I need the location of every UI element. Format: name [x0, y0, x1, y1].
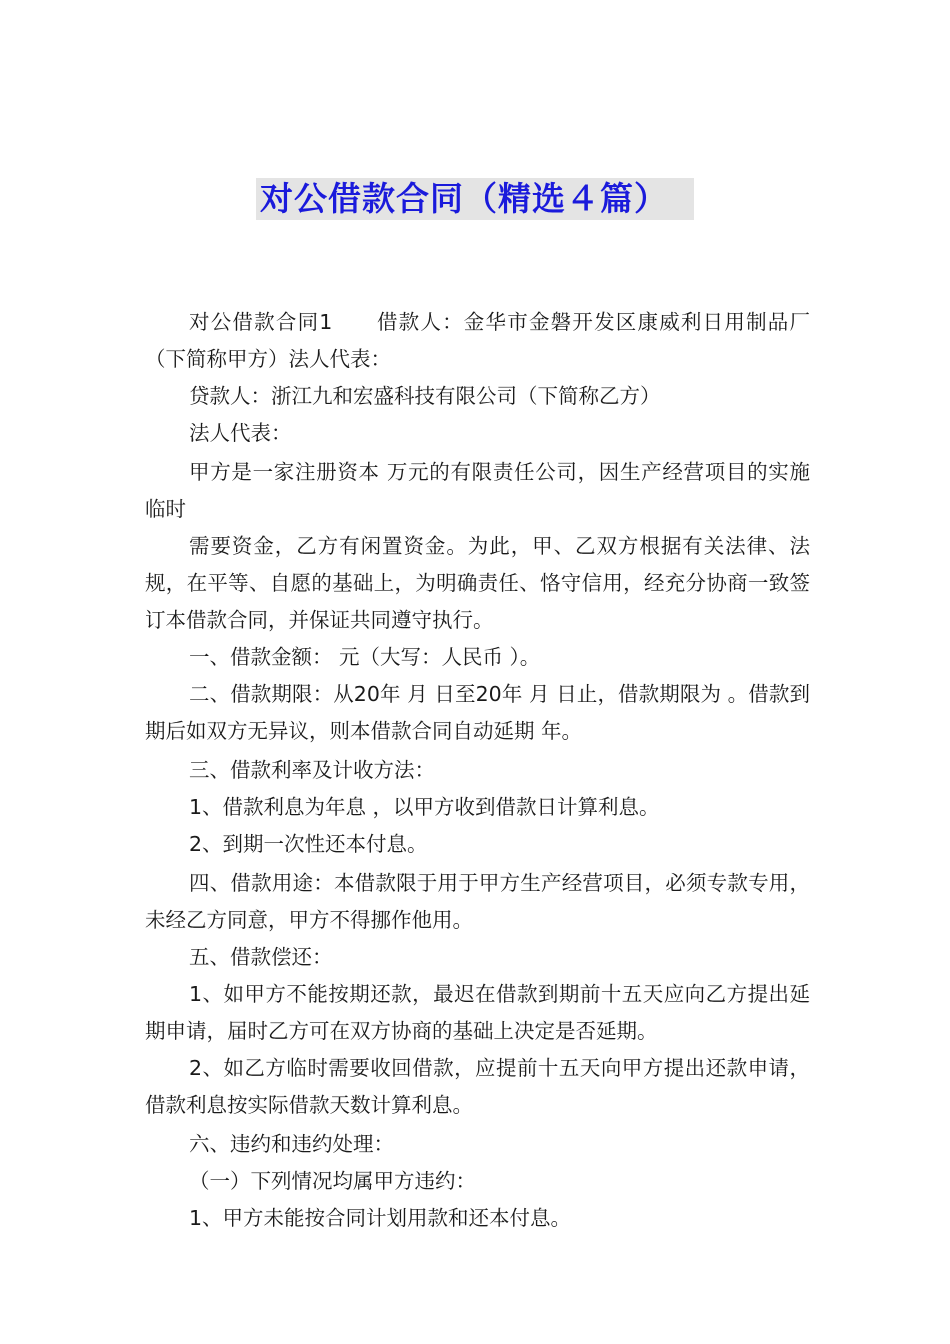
- paragraph: 一、借款金额： 元（大写：人民币 ）。: [189, 645, 541, 669]
- paragraph: 三、借款利率及计收方法：: [189, 758, 435, 782]
- paragraph: 法人代表：: [189, 421, 292, 445]
- paragraph: 1、如甲方不能按期还款，最迟在借款到期前十五天应向乙方提出延期申请，届时乙方可在双方协商的基础上决定是否延期。: [145, 982, 810, 1043]
- paragraph: 五、借款偿还：: [189, 945, 333, 969]
- paragraph: 甲方是一家注册资本 万元的有限责任公司，因生产经营项目的实施临时: [145, 460, 810, 521]
- title-container: [0, 178, 950, 220]
- paragraph: 二、借款期限：从20年 月 日至20年 月 日止，借款期限为 。借款到期后如双方无异议，则本借款合同自动延期 年。: [145, 682, 810, 743]
- document-title: 对公借款合同（精选４篇）: [256, 178, 694, 220]
- paragraph: 2、到期一次性还本付息。: [189, 832, 428, 856]
- paragraph: 2、如乙方临时需要收回借款，应提前十五天向甲方提出还款申请，借款利息按实际借款天数计算利息。: [145, 1056, 810, 1117]
- paragraph: 1、甲方未能按合同计划用款和还本付息。: [189, 1206, 572, 1230]
- paragraph: 贷款人：浙江九和宏盛科技有限公司（下简称乙方）: [189, 384, 661, 408]
- paragraph: 六、违约和违约处理：: [189, 1132, 394, 1156]
- paragraph: （一）下列情况均属甲方违约：: [189, 1169, 476, 1193]
- paragraph: 1、借款利息为年息 ，以甲方收到借款日计算利息。: [189, 795, 660, 819]
- paragraph: 四、借款用途：本借款限于用于甲方生产经营项目，必须专款专用，未经乙方同意，甲方不得挪作他用。: [145, 871, 810, 932]
- paragraph: 对公借款合同1 借款人：金华市金磐开发区康威利日用制品厂（下简称甲方）法人代表：: [145, 310, 810, 371]
- document-body: [145, 304, 810, 1237]
- paragraph: 需要资金，乙方有闲置资金。为此，甲、乙双方根据有关法律、法规，在平等、自愿的基础上，为明确责任、恪守信用，经充分协商一致签订本借款合同，并保证共同遵守执行。: [145, 534, 810, 632]
